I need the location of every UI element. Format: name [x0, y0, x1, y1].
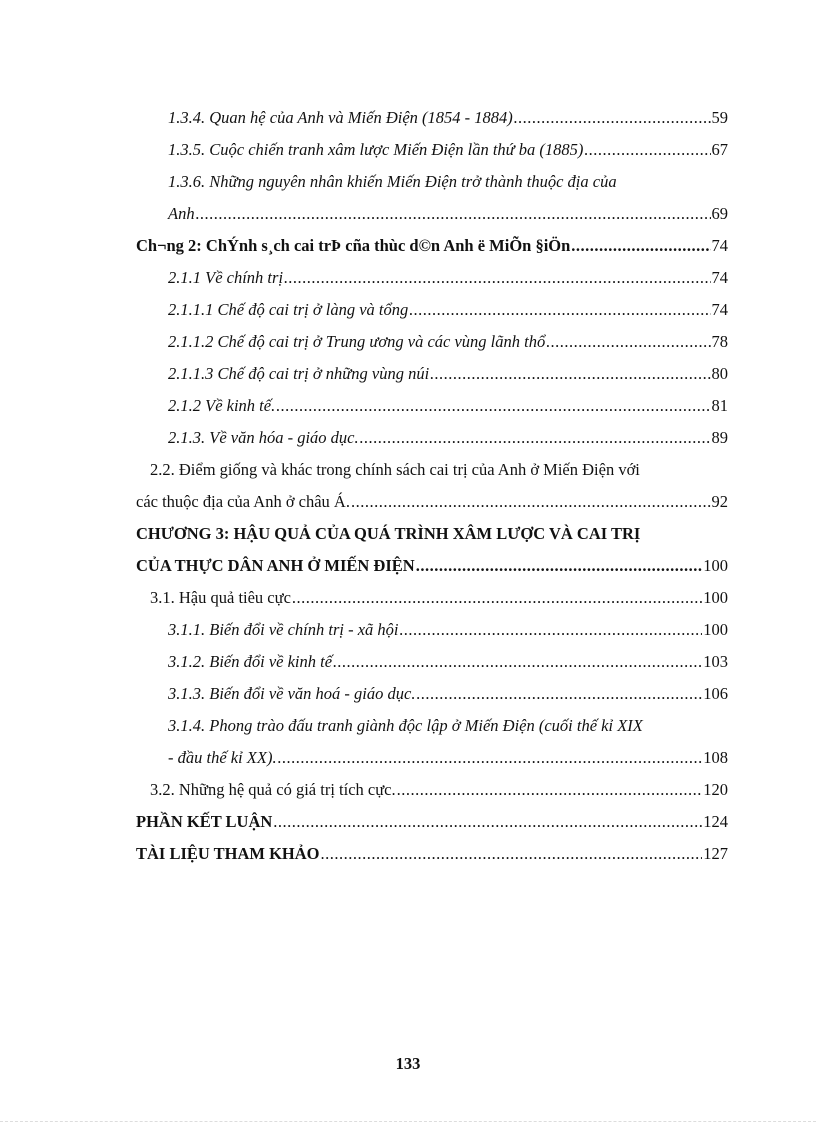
toc-dot-leader	[430, 362, 710, 386]
toc-dot-leader	[397, 778, 703, 802]
toc-dot-leader	[196, 202, 711, 226]
toc-entry-2-2[interactable]	[136, 490, 728, 514]
toc-entry-text: 1.3.4. Quan hệ của Anh và Miến Điện (1854 - 1884)	[168, 108, 513, 127]
toc-entry-2-1-3[interactable]	[168, 426, 728, 450]
toc-entry-3-1-4-line1[interactable]: 3.1.4. Phong trào đấu tranh giành độc lập ở Miến Điện (cuối thế kỉ XIX	[168, 716, 643, 735]
toc-page-number: 74	[711, 268, 728, 287]
toc-page-number: 92	[711, 492, 728, 511]
toc-entry-2-1-2[interactable]	[168, 394, 728, 418]
toc-page-number: 89	[711, 428, 728, 447]
toc-page-number: 103	[703, 652, 728, 671]
toc-entry-text: 2.1.1.2 Chế độ cai trị ở Trung ương và các vùng lãnh thổ	[168, 332, 546, 351]
toc-entry-conclusion[interactable]	[136, 810, 728, 834]
toc-entry-text: 2.1.2 Về kinh tế.	[168, 396, 276, 415]
toc-entry-text: 3.1.2. Biến đổi về kinh tế	[168, 652, 333, 671]
toc-dot-leader	[584, 138, 710, 162]
toc-entry-2-1-1-1[interactable]	[168, 298, 728, 322]
toc-page-number: 108	[703, 748, 728, 767]
toc-entry-references[interactable]	[136, 842, 728, 866]
toc-entry-text: TÀI LIỆU THAM KHẢO	[136, 844, 320, 863]
toc-entry-text: 2.1.1.1 Chế độ cai trị ở làng và tổng	[168, 300, 409, 319]
toc-dot-leader	[546, 330, 710, 354]
toc-page-number: 59	[711, 108, 728, 127]
toc-page-number: 80	[711, 364, 728, 383]
toc-dot-leader	[360, 426, 711, 450]
toc-dot-leader	[273, 810, 702, 834]
toc-entry-2-1-1-3[interactable]	[168, 362, 728, 386]
toc-entry-3-1-4[interactable]	[168, 746, 728, 770]
toc-page-number: 100	[703, 588, 728, 607]
toc-dot-leader	[278, 746, 703, 770]
toc-entry-text: 2.1.1.3 Chế độ cai trị ở những vùng núi	[168, 364, 430, 383]
toc-page-number: 78	[711, 332, 728, 351]
page-number: 133	[395, 1054, 421, 1073]
toc-dot-leader	[571, 234, 710, 258]
toc-entry-text: CỦA THỰC DÂN ANH Ở MIẾN ĐIỆN	[136, 556, 415, 575]
toc-page-number: 100	[703, 620, 728, 639]
toc-entry-text: Anh	[168, 204, 195, 223]
toc-page-number: 106	[703, 684, 728, 703]
toc-dot-leader	[416, 682, 702, 706]
toc-page-number: 67	[711, 140, 728, 159]
toc-entry-chapter-3[interactable]	[136, 554, 728, 578]
toc-entry-text: 3.1.3. Biến đổi về văn hoá - giáo dục.	[168, 684, 416, 703]
toc-entry-text: Ch¬ng 2: ChÝnh s¸ch cai trÞ cña thùc d©n Anh ë MiÕn §iÖn	[136, 236, 571, 255]
toc-entry-3-1-2[interactable]	[168, 650, 728, 674]
toc-page-number: 120	[703, 780, 728, 799]
toc-entry-chapter-3-line1[interactable]: CHƯƠNG 3: HẬU QUẢ CỦA QUÁ TRÌNH XÂM LƯỢC VÀ CAI TRỊ	[136, 524, 641, 543]
toc-dot-leader	[284, 266, 710, 290]
toc-entry-1-3-5[interactable]	[168, 138, 728, 162]
toc-dot-leader	[409, 298, 710, 322]
toc-entry-1-3-4[interactable]	[168, 106, 728, 130]
toc-page-number: 69	[711, 204, 728, 223]
toc-entry-2-2-line1[interactable]: 2.2. Điểm giống và khác trong chính sách cai trị của Anh ở Miến Điện với	[150, 460, 640, 479]
toc-entry-text: 3.1. Hậu quả tiêu cực	[150, 588, 291, 607]
toc-entry-text: 3.2. Những hệ quả có giá trị tích cực.	[150, 780, 396, 799]
toc-dot-leader	[321, 842, 703, 866]
toc-page-number: 74	[711, 236, 728, 255]
toc-entry-text: - đầu thế kỉ XX).	[168, 748, 277, 767]
toc-entry-3-2[interactable]	[150, 778, 728, 802]
toc-page-number: 124	[703, 812, 728, 831]
toc-entry-text: các thuộc địa của Anh ở châu Á.	[136, 492, 350, 511]
toc-entry-3-1-3[interactable]	[168, 682, 728, 706]
toc-dot-leader	[333, 650, 702, 674]
toc-dot-leader	[514, 106, 711, 130]
toc-dot-leader	[416, 554, 703, 578]
toc-entry-2-1-1-2[interactable]	[168, 330, 728, 354]
toc-entry-3-1-1[interactable]	[168, 618, 728, 642]
toc-page-number: 127	[703, 844, 728, 863]
toc-dot-leader	[292, 586, 702, 610]
toc-entry-chapter-2[interactable]	[136, 234, 728, 258]
toc-entry-text: 2.1.3. Về văn hóa - giáo dục.	[168, 428, 359, 447]
toc-entry-text: 2.1.1 Về chính trị	[168, 268, 284, 287]
toc-entry-2-1-1[interactable]	[168, 266, 728, 290]
toc-dot-leader	[351, 490, 711, 514]
toc-dot-leader	[276, 394, 710, 418]
toc-entry-text: PHẦN KẾT LUẬN	[136, 812, 273, 831]
toc-dot-leader	[400, 618, 703, 642]
toc-entry-1-3-6[interactable]	[168, 202, 728, 226]
toc-entry-text: 1.3.5. Cuộc chiến tranh xâm lược Miến Điện lần thứ ba (1885)	[168, 140, 584, 159]
toc-entry-1-3-6-line1[interactable]: 1.3.6. Những nguyên nhân khiến Miến Điện trở thành thuộc địa của	[168, 172, 617, 191]
toc-page-number: 100	[703, 556, 728, 575]
toc-entry-text: 3.1.1. Biến đổi về chính trị - xã hội	[168, 620, 399, 639]
toc-page-number: 81	[711, 396, 728, 415]
toc-page-number: 74	[711, 300, 728, 319]
toc-entry-3-1[interactable]	[150, 586, 728, 610]
